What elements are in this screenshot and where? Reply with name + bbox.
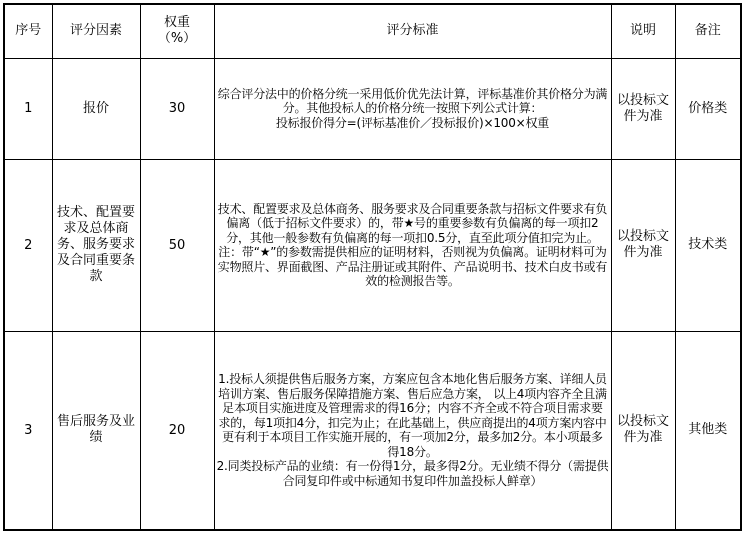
row-note: 以投标文件为准	[611, 331, 675, 530]
standard-paragraph: 技术、配置要求及总体商务、服务要求及合同重要条款与招标文件要求有负偏离（低于招标文件要求）的，带★号的重要参数有负偏离的每一项扣2分，其他一般参数有负偏离的每一项扣0.5分，直至此项分值扣完为止。注：带“★”的参数需提供相应的证明材料，否则视为负偏离。证明材料可为实物照片、界面截图、产品注册证或其附件、产品说明书、技术白皮书或有效的检测报告等。	[217, 201, 608, 288]
standard-paragraph: 1.投标人须提供售后服务方案，方案应包含本地化售后服务方案、详细人员培训方案、售后服务保障措施方案、售后应急方案， 以上4项内容齐全且满足本项目实施进度及管理需求的得16分；内容不齐全或不符合项目需求要求的，每1项扣4分，扣完为止；在此基础上，供应商提出的4项方案内容中更有利于本项目工作实施开展的，有一项加2分，最多加2分。本小项最多得18分。	[218, 372, 607, 459]
row-factor: 技术、配置要求及总体商务、服务要求及合同重要条款	[52, 159, 140, 331]
row-standard	[214, 58, 611, 159]
row-remark: 价格类	[675, 58, 741, 159]
row-standard	[214, 159, 611, 331]
row-weight: 50	[140, 159, 214, 331]
header-note: 说明	[611, 4, 675, 58]
table-row	[4, 58, 741, 159]
row-weight: 20	[140, 331, 214, 530]
header-factor: 评分因素	[52, 4, 140, 58]
standard-paragraph: 2.同类投标产品的业绩：有一份得1分，最多得2分。无业绩不得分（需提供合同复印件或中标通知书复印件加盖投标人鲜章）	[216, 459, 609, 488]
row-note: 以投标文件为准	[611, 58, 675, 159]
header-index: 序号	[4, 4, 52, 58]
scoring-table	[3, 3, 742, 531]
row-index: 1	[4, 58, 52, 159]
header-weight: 权重（%）	[140, 4, 214, 58]
standard-formula: 投标报价得分=(评标基准价／投标报价)×100×权重	[275, 115, 550, 130]
table-row	[4, 159, 741, 331]
row-standard	[214, 331, 611, 530]
row-remark: 其他类	[675, 331, 741, 530]
row-index: 2	[4, 159, 52, 331]
header-row	[4, 4, 741, 58]
row-index: 3	[4, 331, 52, 530]
row-note: 以投标文件为准	[611, 159, 675, 331]
row-factor: 售后服务及业绩	[52, 331, 140, 530]
standard-paragraph: 综合评分法中的价格分统一采用低价优先法计算，评标基准价其价格分为满分。其他投标人的价格分统一按照下列公式计算：	[217, 86, 608, 116]
table-row	[4, 331, 741, 530]
header-standard: 评分标准	[214, 4, 611, 58]
row-remark: 技术类	[675, 159, 741, 331]
header-remark: 备注	[675, 4, 741, 58]
row-factor: 报价	[52, 58, 140, 159]
row-weight: 30	[140, 58, 214, 159]
